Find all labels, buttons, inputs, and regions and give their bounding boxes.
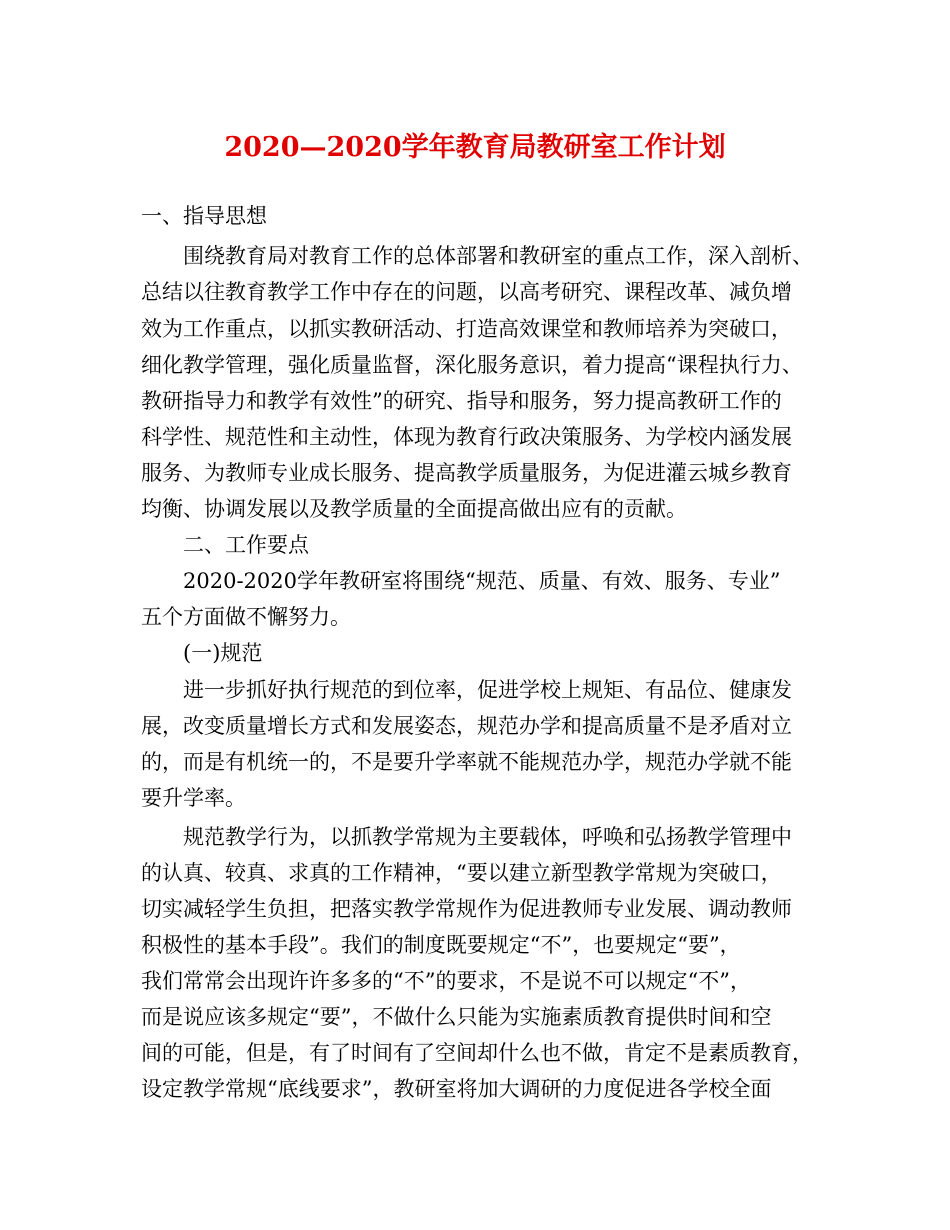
paragraph-line: 而是说应该多规定“要”，不做什么只能为实施素质教育提供时间和空 [141,1005,772,1029]
paragraph-line: 要升学率。 [141,786,246,810]
paragraph-line: 间的可能，但是，有了时间有了空间却什么也不做，肯定不是素质教育， [141,1041,813,1065]
paragraph-line: 设定教学常规“底线要求”，教研室将加大调研的力度促进各学校全面 [141,1077,772,1101]
paragraph-line: 细化教学管理，强化质量监督，深化服务意识，着力提高“课程执行力、 [141,353,803,377]
paragraph-line: 科学性、规范性和主动性，体现为教育行政决策服务、为学校内涵发展 [141,425,792,449]
paragraph-line: 我们常常会出现许许多多的“不”的要求，不是说不可以规定“不”， [141,969,751,993]
subsection-heading: (一)规范 [183,641,263,665]
paragraph-line: 的认真、较真、求真的工作精神，“要以建立新型教学常规为突破口， [141,861,782,885]
paragraph-line: 服务、为教师专业成长服务、提高教学质量服务，为促进灌云城乡教育 [141,461,792,485]
paragraph-line: 切实减轻学生负担，把落实教学常规作为促进教师专业发展、调动教师 [141,897,792,921]
paragraph-line: 规范教学行为，以抓教学常规为主要载体，呼唤和弘扬教学管理中 [183,825,792,849]
section-heading: 二、工作要点 [183,533,309,557]
paragraph-line: 积极性的基本手段”。我们的制度既要规定“不”，也要规定“要”， [141,933,741,957]
paragraph-line: 展，改变质量增长方式和发展姿态，规范办学和提高质量不是矛盾对立 [141,714,792,738]
paragraph-line: 围绕教育局对教育工作的总体部署和教研室的重点工作，深入剖析、 [183,244,813,268]
paragraph-line: 效为工作重点，以抓实教研活动、打造高效课堂和教师培养为突破口， [141,317,792,341]
document-title: 2020—2020学年教育局教研室工作计划 [224,132,726,163]
paragraph-line: 进一步抓好执行规范的到位率，促进学校上规矩、有品位、健康发 [183,678,792,702]
paragraph-line: 的，而是有机统一的，不是要升学率就不能规范办学，规范办学就不能 [141,750,792,774]
paragraph-line: 五个方面做不懈努力。 [141,605,351,629]
paragraph-line: 2020-2020学年教研室将围绕“规范、质量、有效、服务、专业” [183,569,781,593]
paragraph-line: 教研指导力和教学有效性”的研究、指导和服务，努力提高教研工作的 [141,389,782,413]
paragraph-line: 总结以往教育教学工作中存在的问题，以高考研究、课程改革、减负增 [141,280,792,304]
paragraph-line: 均衡、协调发展以及教学质量的全面提高做出应有的贡献。 [141,497,687,521]
section-heading: 一、指导思想 [141,204,267,228]
